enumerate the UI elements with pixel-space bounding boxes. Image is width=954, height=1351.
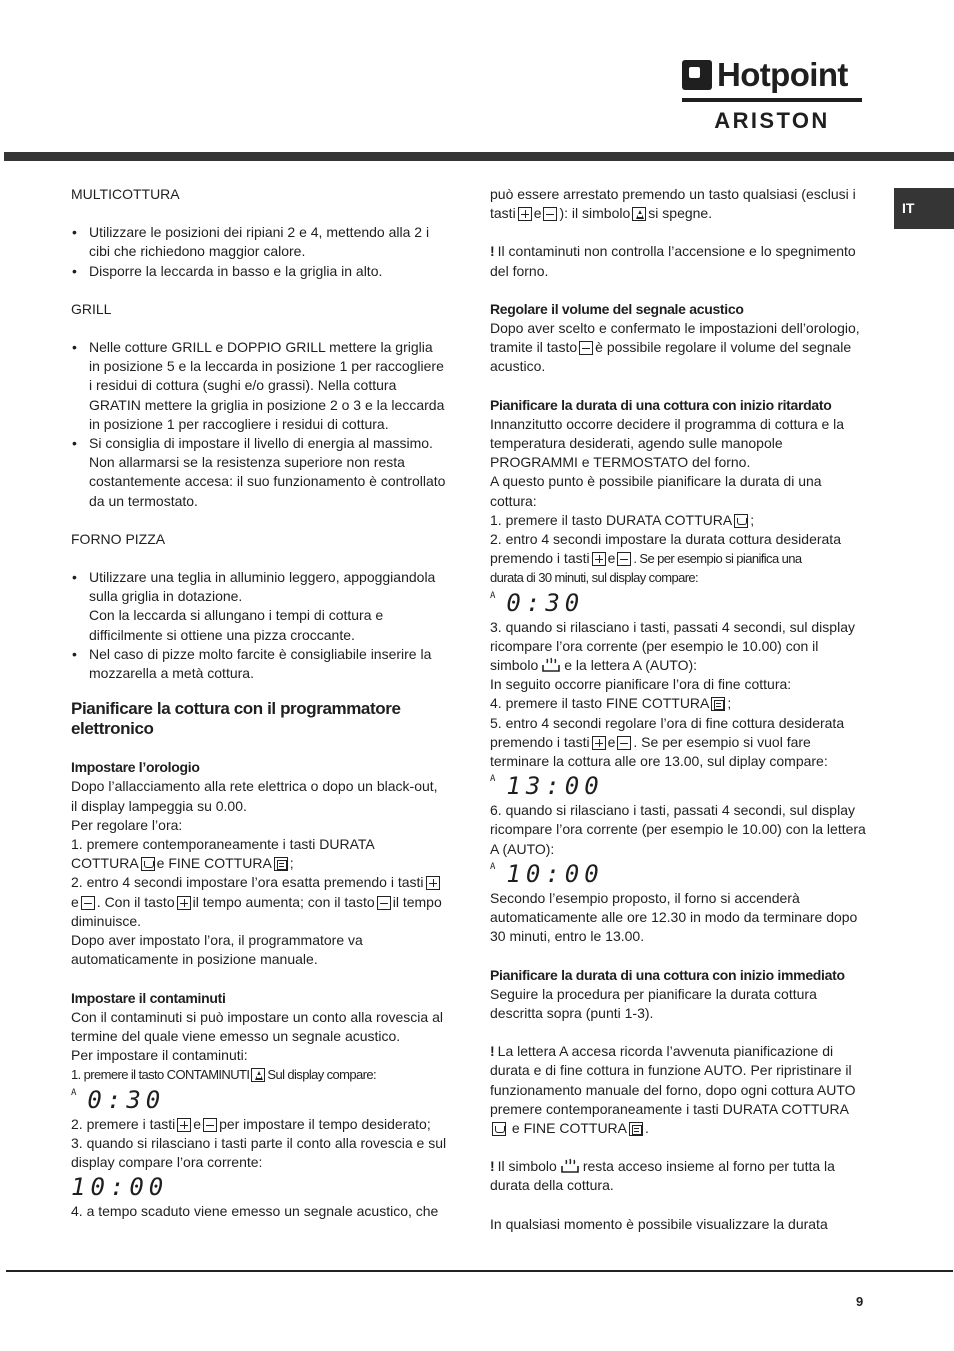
note — [490, 1157, 866, 1195]
list-item: • Utilizzare una teglia in alluminio leggero, appoggiandola sulla griglia in dotazione. — [71, 568, 447, 606]
text: si spegne. — [648, 205, 713, 222]
text: COTTURA — [71, 855, 139, 872]
display-readout — [490, 771, 866, 801]
minus-key-icon — [203, 1118, 217, 1132]
end-key-icon — [629, 1122, 643, 1136]
text: 1. premere il tasto DURATA COTTURA — [490, 511, 733, 528]
text: 2. entro 4 secondi impostare l’ora esatta premendo i tasti — [71, 874, 424, 891]
duration-key-icon — [141, 857, 155, 871]
display-readout — [490, 859, 866, 889]
text: e FINE COTTURA — [156, 855, 272, 872]
display-value: 13:00 — [506, 772, 604, 801]
list-item: • Disporre la leccarda in basso e la griglia in alto. — [71, 262, 447, 281]
text: 2. entro 4 secondi impostare la durata cottura desiderata premendo i tasti — [490, 531, 841, 567]
paragraph — [71, 854, 447, 873]
sub-brand-name: ARISTON — [714, 108, 830, 133]
minus-key-icon — [81, 896, 95, 910]
timer-title: Impostare il contaminuti — [71, 989, 226, 1006]
text: per impostare il tempo desiderato; — [219, 1115, 431, 1132]
minus-key-icon — [543, 207, 557, 221]
display-value: 0:30 — [87, 1085, 166, 1114]
text: tasti — [490, 205, 516, 222]
brand-name: Hotpoint — [717, 56, 848, 93]
paragraph: In seguito occorre pianificare l’ora di fine cottura: — [490, 676, 792, 693]
left-column — [71, 185, 447, 1221]
minus-key-icon — [617, 552, 631, 566]
paragraph: Dopo aver impostato l’ora, il programmatore va automaticamente in posizione manuale. — [71, 932, 363, 968]
paragraph — [490, 694, 866, 713]
volume-title: Regolare il volume del segnale acustico — [490, 300, 744, 317]
text: Il simbolo — [497, 1158, 557, 1175]
auto-indicator: A — [490, 861, 501, 872]
multicottura-title: MULTICOTTURA — [71, 186, 180, 202]
text: . Se per esempio si vuol fare terminare la cottura alle ore 13.00, sul diplay compare: — [490, 733, 828, 770]
paragraph: 6. quando si rilasciano i tasti, passati 4 secondi, sul display ricompare l’ora corrente (per esempio le 10.00) con la lettera A (AUTO): — [490, 802, 866, 857]
duration-key-icon — [492, 1122, 506, 1136]
auto-indicator: A — [490, 774, 501, 785]
paragraph — [490, 511, 866, 530]
text: 2. premere i tasti — [71, 1115, 176, 1132]
text: ; — [750, 511, 755, 528]
delayed-start-title: Pianificare la durata di una cottura con inizio ritardato — [490, 396, 832, 413]
plus-key-icon — [177, 896, 191, 910]
text: 4. premere il tasto FINE COTTURA — [490, 695, 710, 712]
list-item-continuation: Con la leccarda si allungano i tempi di cottura e difficilmente si ottiene una pizza croccante. — [89, 607, 384, 643]
paragraph: Seguire la procedura per pianificare la durata cottura descritta sopra (punti 1-3). — [490, 985, 817, 1021]
brand-logo — [682, 58, 864, 134]
timer-bell-key-icon — [251, 1068, 265, 1082]
display-readout — [71, 1085, 447, 1115]
text: e — [607, 733, 616, 750]
paragraph — [490, 204, 866, 223]
paragraph — [71, 1115, 447, 1134]
minus-key-icon — [579, 341, 593, 355]
text: Dopo aver scelto e confermato le impostazioni dell’orologio, tramite il tasto — [490, 320, 860, 356]
section-title: Pianificare la cottura con il programmatore elettronico — [71, 699, 401, 739]
paragraph — [490, 618, 866, 676]
paragraph: Per impostare il contaminuti: — [71, 1047, 248, 1064]
text: ; — [289, 855, 294, 872]
paragraph: può essere arrestato premendo un tasto qualsiasi (esclusi i — [490, 186, 856, 202]
hotpoint-logo-icon — [682, 60, 712, 90]
display-readout — [490, 588, 866, 618]
text: ): il simbolo — [559, 205, 631, 222]
timer-bell-key-icon — [632, 207, 646, 221]
language-tab: IT — [894, 188, 954, 229]
paragraph — [490, 530, 866, 568]
text: il tempo diminuisce. — [71, 893, 442, 929]
list-item: • Si consiglia di impostare il livello di energia al massimo. Non allarmarsi se la resistenza superiore non resta costantemente accesa: il suo funzionamento è controllato da un termostato. — [71, 434, 447, 511]
text: La lettera A accesa ricorda l’avvenuta pianificazione di durata e di fine cottura in funzione AUTO. Per ripristinare il funzionamento manuale del forno, dopo ogni cottura AUTO premere contemporaneamente i tasti DURATA COTTURA — [490, 1043, 856, 1117]
text: . — [645, 1119, 649, 1136]
text: e — [607, 550, 616, 567]
paragraph — [71, 1065, 447, 1084]
paragraph: 1. premere contemporaneamente i tasti DURATA — [71, 836, 375, 853]
warning-icon: ! — [490, 243, 495, 260]
note — [490, 242, 866, 280]
text: 5. entro 4 secondi regolare l’ora di fine cottura desiderata premendo i tasti — [490, 714, 845, 750]
pizza-title: FORNO PIZZA — [71, 530, 166, 547]
text: resta acceso insieme al forno per tutta la durata della cottura. — [490, 1158, 835, 1194]
text: 1. premere il tasto CONTAMINUTI — [71, 1067, 250, 1083]
text: . Se per esempio si pianifica una — [633, 551, 802, 567]
plus-key-icon — [177, 1118, 191, 1132]
plus-key-icon — [426, 876, 440, 890]
paragraph — [71, 873, 447, 931]
text: e — [533, 205, 542, 222]
text: 3. quando si rilasciano i tasti, passati 4 secondi, sul display ricompare l’ora corrente (per esempio le 10.00) con il simbolo — [490, 618, 855, 674]
paragraph: Secondo l’esempio proposto, il forno si accenderà automaticamente alle ore 12.30 in modo da terminare dopo 30 minuti, entro le 13.00. — [490, 889, 858, 945]
end-key-icon — [274, 857, 288, 871]
grill-title: GRILL — [71, 300, 112, 317]
paragraph: 4. a tempo scaduto viene emesso un segnale acustico, che — [71, 1203, 439, 1220]
text: il tempo aumenta; con il tasto — [192, 893, 375, 910]
paragraph: Dopo l’allacciamento alla rete elettrica o dopo un black-out, il display lampeggia su 0.00. — [71, 778, 438, 814]
text: e la lettera A (AUTO): — [564, 657, 698, 674]
footer-rule — [6, 1270, 953, 1272]
paragraph — [490, 714, 866, 772]
paragraph: Con il contaminuti si può impostare un conto alla rovescia al termine del quale viene emesso un segnale acustico. — [71, 1008, 443, 1044]
paragraph: 3. quando si rilasciano i tasti parte il conto alla rovescia e sul display compare l’ora corrente: — [71, 1134, 447, 1170]
duration-key-icon — [734, 514, 748, 528]
display-value: 10:00 — [506, 859, 604, 888]
list-item: • Utilizzare le posizioni dei ripiani 2 e 4, mettendo alla 2 i cibi che richiedono maggior calore. — [71, 223, 447, 261]
plus-key-icon — [592, 736, 606, 750]
page-number: 9 — [856, 1294, 864, 1309]
paragraph — [490, 319, 866, 377]
text: Il contaminuti non controlla l’accensione e lo spegnimento del forno. — [490, 243, 856, 279]
text: e FINE COTTURA — [511, 1119, 628, 1136]
text: Sul display compare: — [267, 1067, 377, 1083]
logo-divider — [682, 98, 862, 102]
end-key-icon — [711, 697, 725, 711]
clock-title: Impostare l’orologio — [71, 759, 200, 776]
warning-icon: ! — [490, 1158, 495, 1175]
paragraph: durata di 30 minuti, sul display compare: — [490, 570, 699, 586]
paragraph: A questo punto è possibile pianificare la durata di una cottura: — [490, 473, 822, 509]
right-column — [490, 185, 866, 1234]
auto-indicator: A — [490, 590, 501, 601]
minus-key-icon — [377, 896, 391, 910]
list-item: • Nelle cotture GRILL e DOPPIO GRILL mettere la griglia in posizione 5 e la leccarda in posizione 1 per raccogliere i residui di cottura (sughi e/o grassi). Nella cottura GRATIN mettere la griglia in posizione 2 o 3 e la leccarda in posizione 1 per raccogliere i residui di cottura. — [71, 338, 447, 434]
paragraph: In qualsiasi momento è possibile visualizzare la durata — [490, 1215, 828, 1232]
text: e — [71, 893, 79, 910]
display-value: 0:30 — [506, 588, 585, 617]
display-readout — [71, 1172, 447, 1202]
text: e — [193, 1115, 202, 1132]
cooking-pot-icon — [560, 1158, 580, 1174]
immediate-start-title: Pianificare la durata di una cottura con inizio immediato — [490, 966, 845, 983]
note — [490, 1042, 866, 1138]
minus-key-icon — [617, 736, 631, 750]
text: ; — [727, 695, 732, 712]
auto-indicator: A — [71, 1087, 82, 1098]
warning-icon: ! — [490, 1043, 495, 1060]
text: . Con il tasto — [96, 893, 175, 910]
display-value: 10:00 — [71, 1173, 169, 1202]
list-item: • Nel caso di pizze molto farcite è consigliabile inserire la mozzarella a metà cottura. — [71, 645, 447, 683]
plus-key-icon — [592, 552, 606, 566]
paragraph: Per regolare l’ora: — [71, 816, 183, 833]
cooking-pot-icon — [541, 657, 561, 673]
plus-key-icon — [518, 207, 532, 221]
text: è possibile regolare il volume del segnale acustico. — [490, 339, 852, 375]
paragraph: Innanzitutto occorre decidere il programma di cottura e la temperatura desiderati, agendo sulle manopole PROGRAMMI e TERMOSTATO del forno. — [490, 415, 845, 471]
header-rule — [4, 152, 954, 161]
